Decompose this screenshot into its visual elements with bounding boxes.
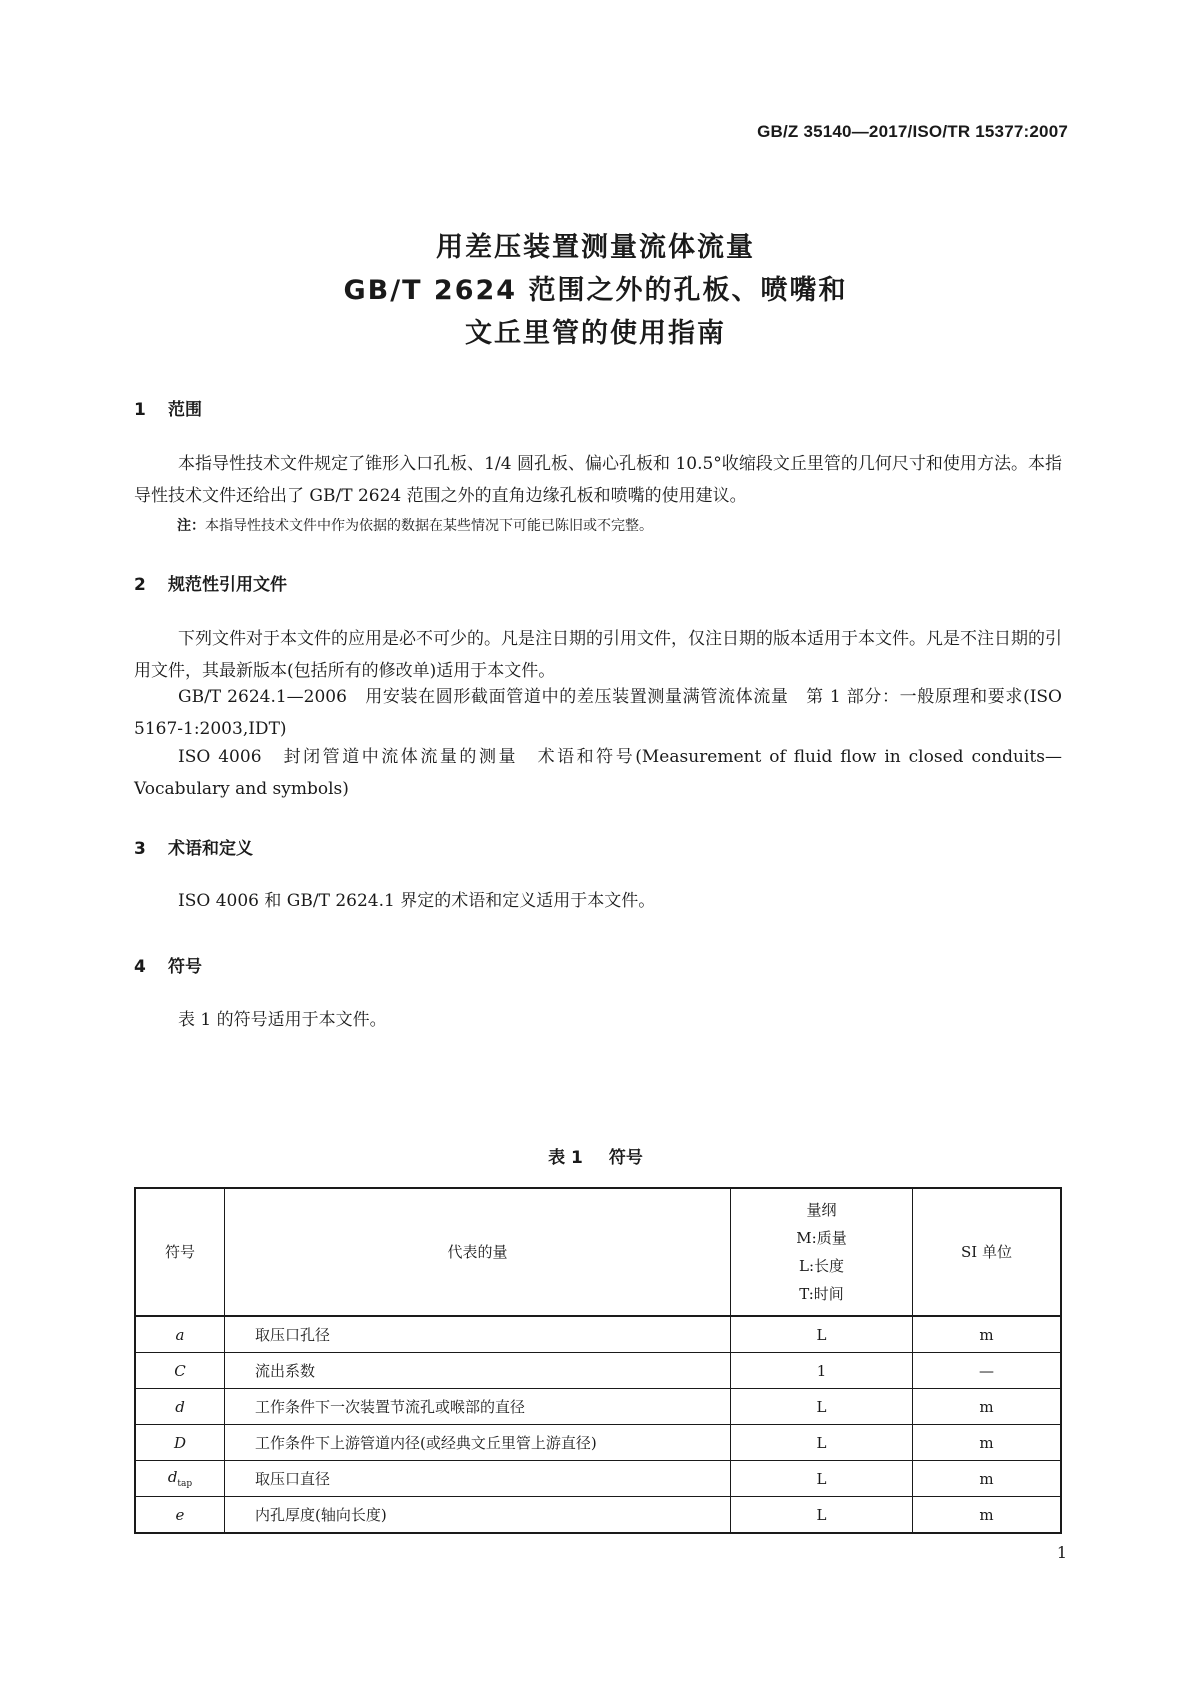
row-si-unit: m [913, 1497, 1062, 1534]
row-quantity: 工作条件下上游管道内径(或经典文丘里管上游直径) [225, 1425, 731, 1461]
row-dimension: L [731, 1461, 913, 1497]
title-line-1: 用差压装置测量流体流量 [436, 232, 755, 263]
row-symbol [135, 1389, 225, 1425]
row-quantity: 内孔厚度(轴向长度) [225, 1497, 731, 1534]
table-row [135, 1461, 1061, 1497]
page-number: 1 [1056, 1543, 1067, 1562]
header-symbol: 符号 [135, 1188, 225, 1316]
section-1-number: 1 [134, 400, 146, 420]
symbol-subscript: tap [177, 1479, 193, 1489]
row-symbol [135, 1316, 225, 1353]
section-1-title: 范围 [168, 400, 202, 420]
header-dimension-title: 量纲 [806, 1201, 837, 1219]
table-caption [0, 1143, 1191, 1168]
row-dimension: L [731, 1425, 913, 1461]
row-dimension: L [731, 1316, 913, 1353]
title-line-3: 文丘里管的使用指南 [465, 318, 726, 349]
table-row [135, 1353, 1061, 1389]
section-3-paragraph: ISO 4006 和 GB/T 2624.1 界定的术语和定义适用于本文件。 [178, 891, 656, 911]
symbol-text: d [167, 1468, 178, 1486]
row-symbol [135, 1425, 225, 1461]
section-4-paragraph: 表 1 的符号适用于本文件。 [178, 1010, 387, 1030]
symbol-text: C [174, 1361, 186, 1380]
note-text: 本指导性技术文件中作为依据的数据在某些情况下可能已陈旧或不完整。 [205, 518, 653, 534]
row-dimension: 1 [731, 1353, 913, 1389]
row-dimension: L [731, 1389, 913, 1425]
normative-reference-2: ISO 4006 封闭管道中流体流量的测量 术语和符号(Measurement of fluid flow in closed conduits—Vocabulary and symbols) [134, 747, 1062, 799]
table-caption-label: 表 1 [548, 1148, 583, 1168]
symbol-text: a [175, 1325, 185, 1344]
header-si-unit: SI 单位 [913, 1188, 1062, 1316]
table-row [135, 1316, 1061, 1353]
row-si-unit: m [913, 1425, 1062, 1461]
section-1-note [177, 515, 653, 535]
row-si-unit: m [913, 1461, 1062, 1497]
row-symbol [135, 1353, 225, 1389]
symbol-text: d [175, 1397, 185, 1416]
section-2-heading [134, 570, 287, 595]
section-3-heading [134, 834, 253, 859]
symbol-text: D [173, 1433, 187, 1452]
header-dimension-length: L:长度 [798, 1257, 844, 1275]
table-header-row [135, 1188, 1061, 1316]
header-dimension [731, 1188, 913, 1316]
row-quantity: 取压口直径 [225, 1461, 731, 1497]
standard-code-header: GB/Z 35140—2017/ISO/TR 15377:2007 [757, 122, 1068, 141]
section-2-number: 2 [134, 575, 146, 595]
row-si-unit: m [913, 1316, 1062, 1353]
normative-reference-1: GB/T 2624.1—2006 用安装在圆形截面管道中的差压装置测量满管流体流量 第 1 部分：一般原理和要求(ISO 5167-1:2003,IDT) [134, 687, 1062, 739]
section-4-heading [134, 952, 202, 977]
header-dimension-mass: M:质量 [796, 1229, 847, 1247]
row-quantity: 工作条件下一次装置节流孔或喉部的直径 [225, 1389, 731, 1425]
section-2-paragraph: 下列文件对于本文件的应用是必不可少的。凡是注日期的引用文件，仅注日期的版本适用于本文件。凡是不注日期的引用文件，其最新版本(包括所有的修改单)适用于本文件。 [134, 629, 1062, 681]
section-2-title: 规范性引用文件 [168, 575, 287, 595]
header-quantity: 代表的量 [225, 1188, 731, 1316]
table-caption-text: 符号 [608, 1148, 643, 1168]
section-3-title: 术语和定义 [168, 839, 253, 859]
symbols-table [134, 1187, 1062, 1534]
title-line-2: GB/T 2624 范围之外的孔板、喷嘴和 [343, 275, 848, 306]
section-1-heading [134, 395, 202, 420]
table-row [135, 1497, 1061, 1534]
section-1-paragraph: 本指导性技术文件规定了锥形入口孔板、1/4 圆孔板、偏心孔板和 10.5°收缩段文丘里管的几何尺寸和使用方法。本指导性技术文件还给出了 GB/T 2624 范围之外的直角边缘孔板和喷嘴的使用建议。 [134, 454, 1062, 506]
header-dimension-time: T:时间 [799, 1285, 844, 1303]
section-4-title: 符号 [168, 957, 202, 977]
section-4-number: 4 [134, 957, 146, 977]
symbol-text: e [175, 1505, 185, 1524]
row-quantity: 取压口孔径 [225, 1316, 731, 1353]
document-title [0, 226, 1191, 355]
row-symbol [135, 1497, 225, 1534]
note-label: 注： [177, 518, 205, 534]
row-si-unit: m [913, 1389, 1062, 1425]
table-row [135, 1425, 1061, 1461]
row-quantity: 流出系数 [225, 1353, 731, 1389]
section-3-number: 3 [134, 839, 146, 859]
row-symbol [135, 1461, 225, 1497]
row-si-unit: — [913, 1353, 1062, 1389]
row-dimension: L [731, 1497, 913, 1534]
table-row [135, 1389, 1061, 1425]
